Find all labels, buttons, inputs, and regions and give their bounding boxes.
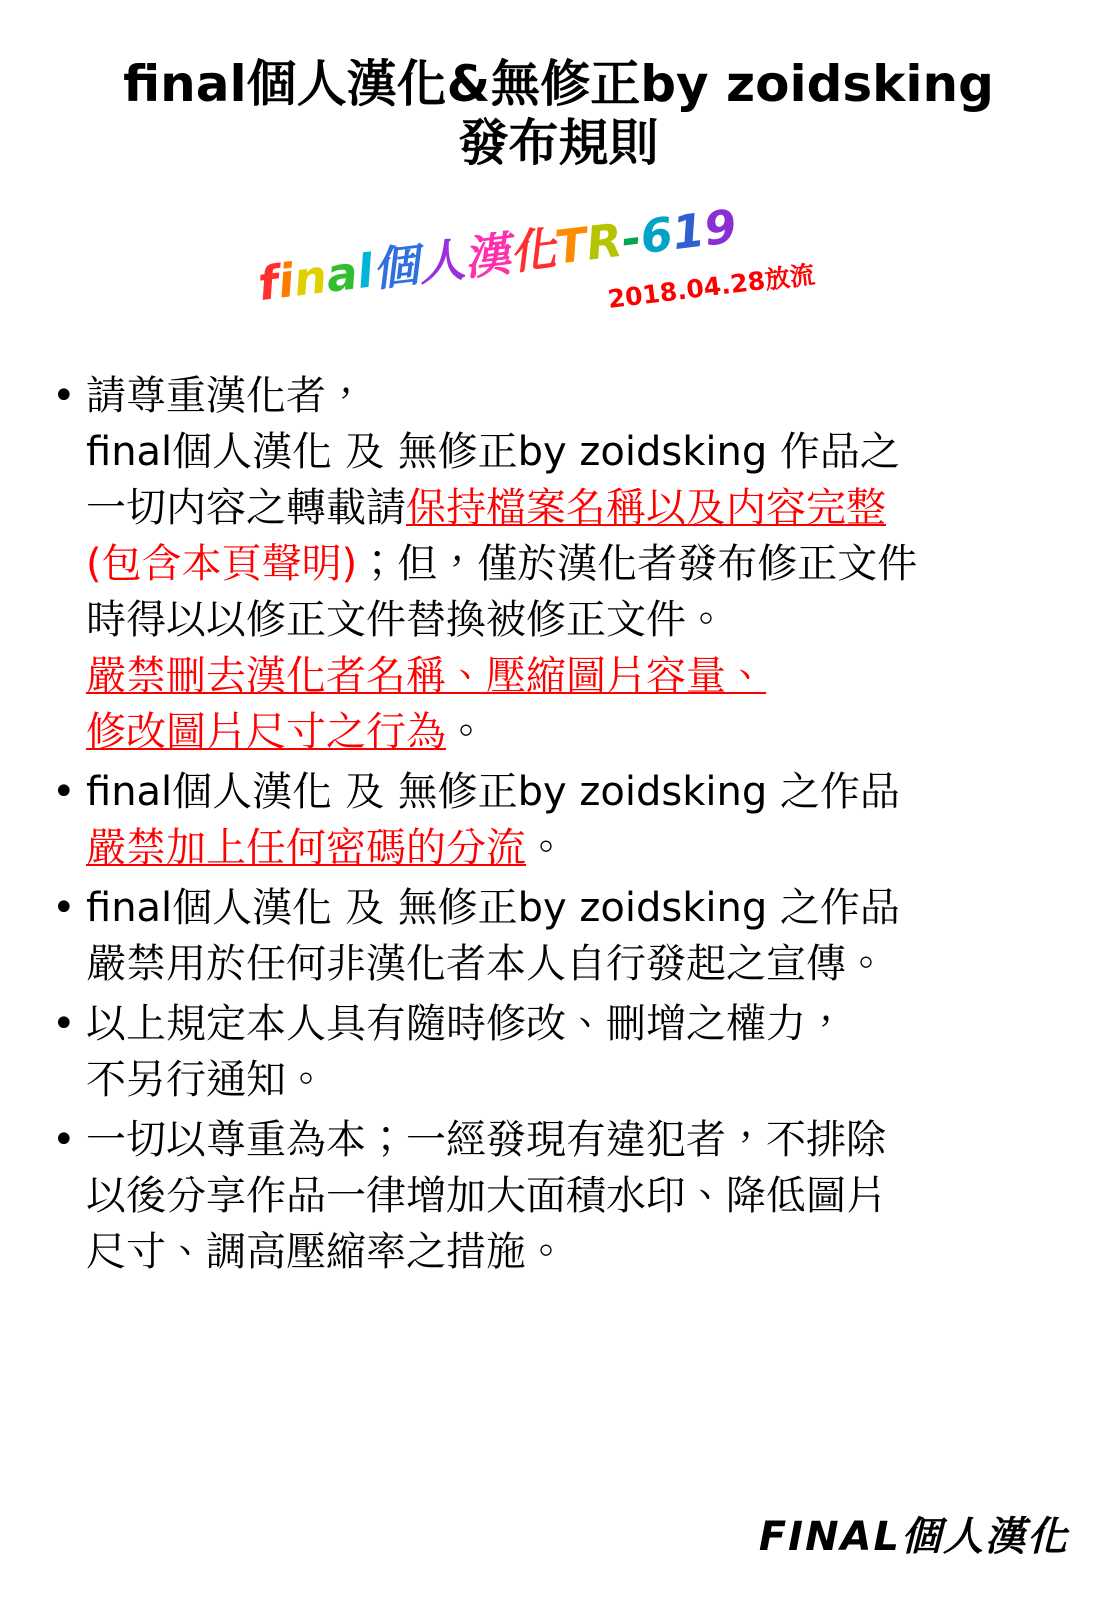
list-bullet: • — [52, 373, 76, 419]
rule-line — [86, 1052, 1072, 1108]
list-item — [52, 880, 1072, 992]
watermark-char: 6 — [637, 206, 676, 265]
rule-segment: 以後分享作品一律增加大面積水印、降低圖片 — [86, 1173, 886, 1219]
rule-text — [86, 880, 1072, 992]
watermark-char: - — [618, 210, 645, 267]
watermark-char: 個 — [369, 237, 422, 297]
rule-segment: 。 — [526, 825, 566, 871]
rule-line — [86, 368, 1072, 424]
rule-line — [86, 1224, 1072, 1280]
release-date: 2018.04.28放流 — [606, 259, 817, 315]
watermark-char: 1 — [669, 202, 708, 261]
watermark-char: n — [290, 249, 330, 307]
rule-segment-emphasis: 嚴禁加上任何密碼的分流 — [86, 825, 526, 871]
rule-line — [86, 1168, 1072, 1224]
page-title-line-1: final個人漢化&無修正by zoidsking — [123, 55, 994, 113]
rule-segment: 嚴禁用於任何非漢化者本人自行發起之宣傳。 — [86, 941, 886, 987]
rule-text — [86, 996, 1072, 1108]
rule-segment: 時得以以修正文件替換被修正文件。 — [86, 597, 726, 643]
rule-line — [86, 536, 1072, 592]
rule-segment: 一切以尊重為本；一經發現有違犯者，不排除 — [86, 1117, 886, 1163]
rule-line — [86, 880, 1072, 936]
rule-segment: final個人漢化 及 無修正by zoidsking 作品之 — [86, 429, 900, 475]
footer-signature: FINAL個人漢化 — [758, 1514, 1069, 1560]
rule-line — [86, 820, 1072, 876]
list-item — [52, 1112, 1072, 1280]
rule-segment: 請尊重漢化者， — [86, 373, 366, 419]
watermark-char: T — [552, 217, 590, 275]
list-item — [52, 764, 1072, 876]
rules-list — [52, 368, 1072, 1284]
rule-segment: final個人漢化 及 無修正by zoidsking 之作品 — [86, 769, 900, 815]
list-item — [52, 996, 1072, 1108]
page-title — [0, 55, 1117, 173]
watermark-char: 化 — [506, 220, 559, 281]
rule-segment-emphasis: 嚴禁刪去漢化者名稱、壓縮圖片容量、 — [86, 653, 766, 699]
rule-segment: ；但，僅於漢化者發布修正文件 — [357, 541, 918, 587]
rule-segment: 尺寸、調高壓縮率之措施。 — [86, 1229, 566, 1275]
rule-text — [86, 764, 1072, 876]
rule-text — [86, 368, 1072, 760]
list-bullet: • — [52, 1001, 76, 1047]
watermark-char: i — [274, 253, 298, 309]
list-bullet: • — [52, 885, 76, 931]
rule-line — [86, 592, 1072, 648]
page-title-line-2: 發布規則 — [458, 114, 659, 172]
list-bullet: • — [52, 769, 76, 815]
rule-segment-emphasis: 修改圖片尺寸之行為 — [86, 709, 446, 755]
rule-line — [86, 996, 1072, 1052]
watermark-char: f — [255, 254, 282, 312]
watermark-char: R — [583, 212, 626, 271]
rule-line — [86, 648, 1072, 704]
rule-segment-emphasis: (包含本頁聲明) — [86, 541, 358, 587]
rule-segment-emphasis: 保持檔案名稱以及内容完整 — [406, 485, 886, 531]
watermark-banner — [0, 198, 1117, 328]
list-bullet: • — [52, 1117, 76, 1163]
watermark-char: l — [353, 243, 377, 299]
rule-line — [86, 704, 1072, 760]
watermark-char: 9 — [701, 198, 740, 257]
rule-segment: final個人漢化 及 無修正by zoidsking 之作品 — [86, 885, 900, 931]
rule-line — [86, 1112, 1072, 1168]
rule-segment: 不另行通知。 — [86, 1057, 326, 1103]
watermark-char: 人 — [415, 232, 468, 292]
list-item — [52, 368, 1072, 760]
rule-segment: 以上規定本人具有隨時修改、刪增之權力， — [86, 1001, 846, 1047]
rule-text — [86, 1112, 1072, 1280]
rule-line — [86, 764, 1072, 820]
watermark-char: 漢 — [460, 226, 514, 286]
watermark-char: a — [323, 245, 361, 303]
rule-line — [86, 480, 1072, 536]
rule-segment: 。 — [446, 709, 486, 755]
rule-line — [86, 424, 1072, 480]
rule-segment: 一切内容之轉載請 — [86, 485, 406, 531]
rule-line — [86, 936, 1072, 992]
